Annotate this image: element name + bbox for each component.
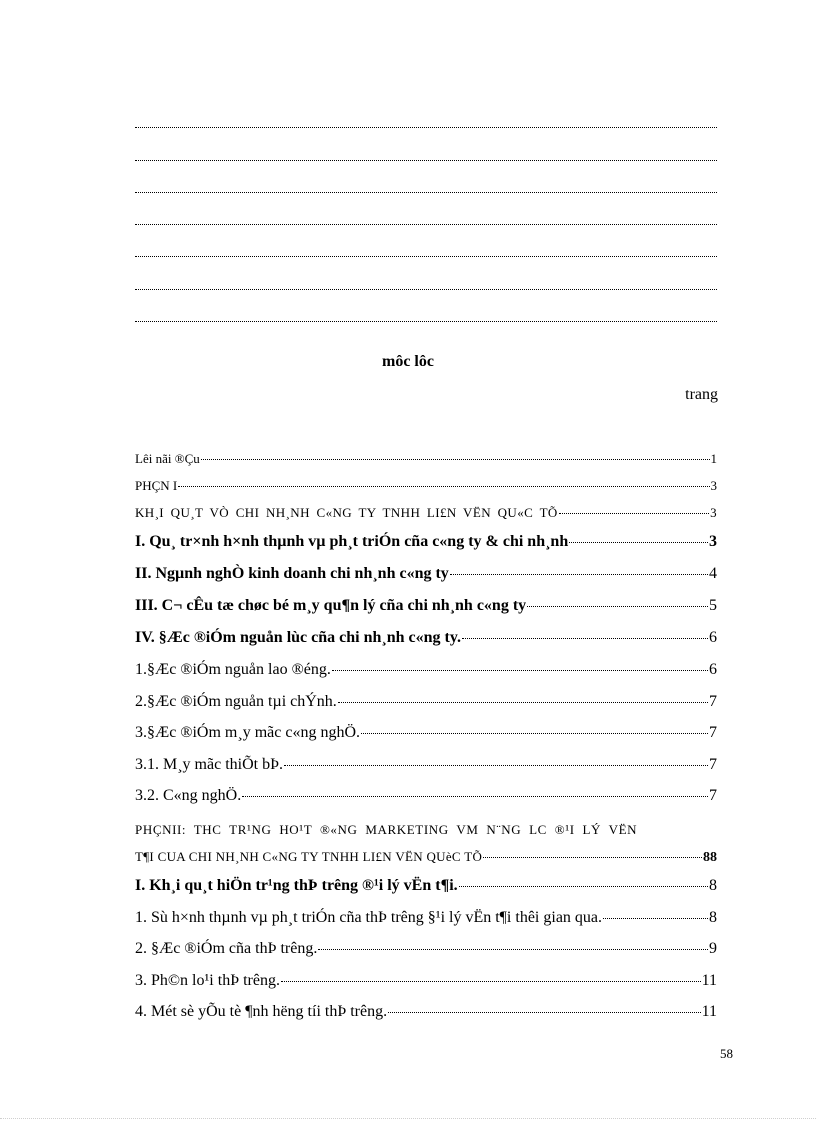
toc-entry[interactable] xyxy=(135,626,717,658)
toc-entry-label: I. Qu¸ tr×nh h×nh thµnh vµ ph¸t triÓn cña c«ng ty & chi nh¸nh xyxy=(135,533,569,550)
toc-entry-label: II. Ngµnh nghÒ kinh doanh chi nh¸nh c«ng ty xyxy=(135,565,449,582)
leader-dots xyxy=(242,796,708,797)
page-column-label: trang xyxy=(685,386,718,403)
dotted-line xyxy=(135,128,717,160)
toc-entry-label: PHÇN I xyxy=(135,478,178,493)
toc-entry-page: 3 xyxy=(710,505,717,520)
leader-dots xyxy=(361,733,708,734)
toc-entry-label: 3. Ph©n lo¹i thÞ trêng. xyxy=(135,971,280,989)
dotted-line xyxy=(135,257,717,289)
toc-entry[interactable] xyxy=(135,594,717,626)
toc-title: môc lôc xyxy=(382,353,434,370)
toc-entry-page: 11 xyxy=(701,1003,717,1020)
leader-dots xyxy=(569,542,708,543)
toc-entry-page: 3 xyxy=(710,478,717,493)
toc-entry-label: 3.§Æc ®iÓm m¸y mãc c«ng nghÖ. xyxy=(135,724,361,741)
toc-entry-page: 1 xyxy=(710,451,717,466)
toc-entry-label: 3.1. M¸y mãc thiÕt bÞ. xyxy=(135,755,283,773)
toc-entry-wrapped[interactable] xyxy=(135,816,717,870)
dotted-line xyxy=(135,225,717,257)
toc-entry-page: 8 xyxy=(709,876,717,894)
toc-entry-label: I. Kh¸i qu¸t hiÖn tr¹ng thÞ trêng ®¹i lý vËn t¶i. xyxy=(135,876,458,894)
leader-dots xyxy=(281,981,701,982)
toc-entry[interactable] xyxy=(135,969,717,1001)
toc-entry-label: 4. Mét sè yÕu tè ¶nh hëng tíi thÞ trêng. xyxy=(135,1003,388,1020)
leader-dots xyxy=(284,765,708,766)
toc-entry[interactable] xyxy=(135,906,717,938)
toc-entry-page: 6 xyxy=(709,629,717,646)
leader-dots xyxy=(178,486,709,487)
leader-dots xyxy=(201,459,710,460)
leader-dots xyxy=(462,638,708,639)
toc-entry[interactable] xyxy=(135,937,717,969)
toc-entry[interactable] xyxy=(135,449,717,476)
toc-entry-label: 3.2. C«ng nghÖ. xyxy=(135,787,242,804)
toc-entry-label: KH¸I QU¸T VÒ CHI NH¸NH C«NG TY TNHH LI£N VËN QU«C TÕ xyxy=(135,505,558,520)
toc-entry-page: 6 xyxy=(709,661,717,678)
toc-entry-page: 7 xyxy=(709,787,717,804)
toc-entry-page: 88 xyxy=(703,849,717,865)
dotted-lines-block xyxy=(135,96,717,322)
toc-entry[interactable] xyxy=(135,562,717,594)
page-bottom-border xyxy=(0,1118,816,1119)
leader-dots xyxy=(332,670,708,671)
toc-entry[interactable] xyxy=(135,658,717,690)
toc-entry[interactable] xyxy=(135,690,717,722)
toc-entry[interactable] xyxy=(135,721,717,753)
toc-entry[interactable] xyxy=(135,530,717,562)
page-number: 58 xyxy=(720,1046,733,1061)
leader-dots xyxy=(450,574,708,575)
toc-entry[interactable] xyxy=(135,784,717,816)
toc-entry-page: 7 xyxy=(709,755,717,773)
toc-entry[interactable] xyxy=(135,874,717,906)
toc-entry-label: 2. §Æc ®iÓm cña thÞ trêng. xyxy=(135,940,318,957)
toc-entry-label: III. C¬ cÊu tæ chøc bé m¸y qu¶n lý cña chi nh¸nh c«ng ty xyxy=(135,597,527,614)
toc-entry-page: 4 xyxy=(709,565,717,582)
toc-entry-page: 11 xyxy=(701,971,717,989)
leader-dots xyxy=(603,918,708,919)
toc-entry-label: 2.§Æc ®iÓm nguån tµi chÝnh. xyxy=(135,692,337,710)
toc-entry-label: 1.§Æc ®iÓm nguån lao ®éng. xyxy=(135,661,331,678)
toc-entry-label: Lêi nãi ®Çu xyxy=(135,451,200,466)
toc-entry-label: 1. Sù h×nh thµnh vµ ph¸t triÓn cña thÞ trêng §¹i lý vËn t¶i thêi gian qua. xyxy=(135,908,603,926)
toc-entry[interactable] xyxy=(135,476,717,503)
dotted-line xyxy=(135,96,717,128)
dotted-line xyxy=(135,290,717,322)
dotted-line xyxy=(135,193,717,225)
toc-entry-label: IV. §Æc ®iÓm nguån lùc cña chi nh¸nh c«ng ty. xyxy=(135,629,461,646)
toc-entry-page: 7 xyxy=(709,692,717,710)
toc-entry-label-line1: PHÇNII: THC TR¹NG HO¹T ®«NG MARKETING VM N¨NG LC ®¹I LÝ VËN xyxy=(135,821,638,837)
leader-dots xyxy=(459,886,708,887)
toc-entry-line2 xyxy=(135,843,717,870)
toc-entry-page: 9 xyxy=(709,940,717,957)
toc-entry[interactable] xyxy=(135,503,717,530)
table-of-contents xyxy=(135,449,717,1032)
toc-entry-page: 3 xyxy=(709,533,717,550)
leader-dots xyxy=(318,949,708,950)
dotted-line xyxy=(135,161,717,193)
leader-dots xyxy=(388,1012,700,1013)
toc-entry-page: 8 xyxy=(709,908,717,926)
toc-entry[interactable] xyxy=(135,1000,717,1032)
leader-dots xyxy=(527,606,708,607)
toc-entry[interactable] xyxy=(135,753,717,785)
leader-dots xyxy=(559,513,709,514)
toc-entry-page: 7 xyxy=(709,724,717,741)
toc-entry-label-line2: T¶I CUA CHI NH¸NH C«NG TY TNHH LI£N VËN QUèC TÕ xyxy=(135,848,483,864)
toc-entry-page: 5 xyxy=(709,597,717,614)
leader-dots xyxy=(483,857,702,858)
leader-dots xyxy=(338,702,708,703)
